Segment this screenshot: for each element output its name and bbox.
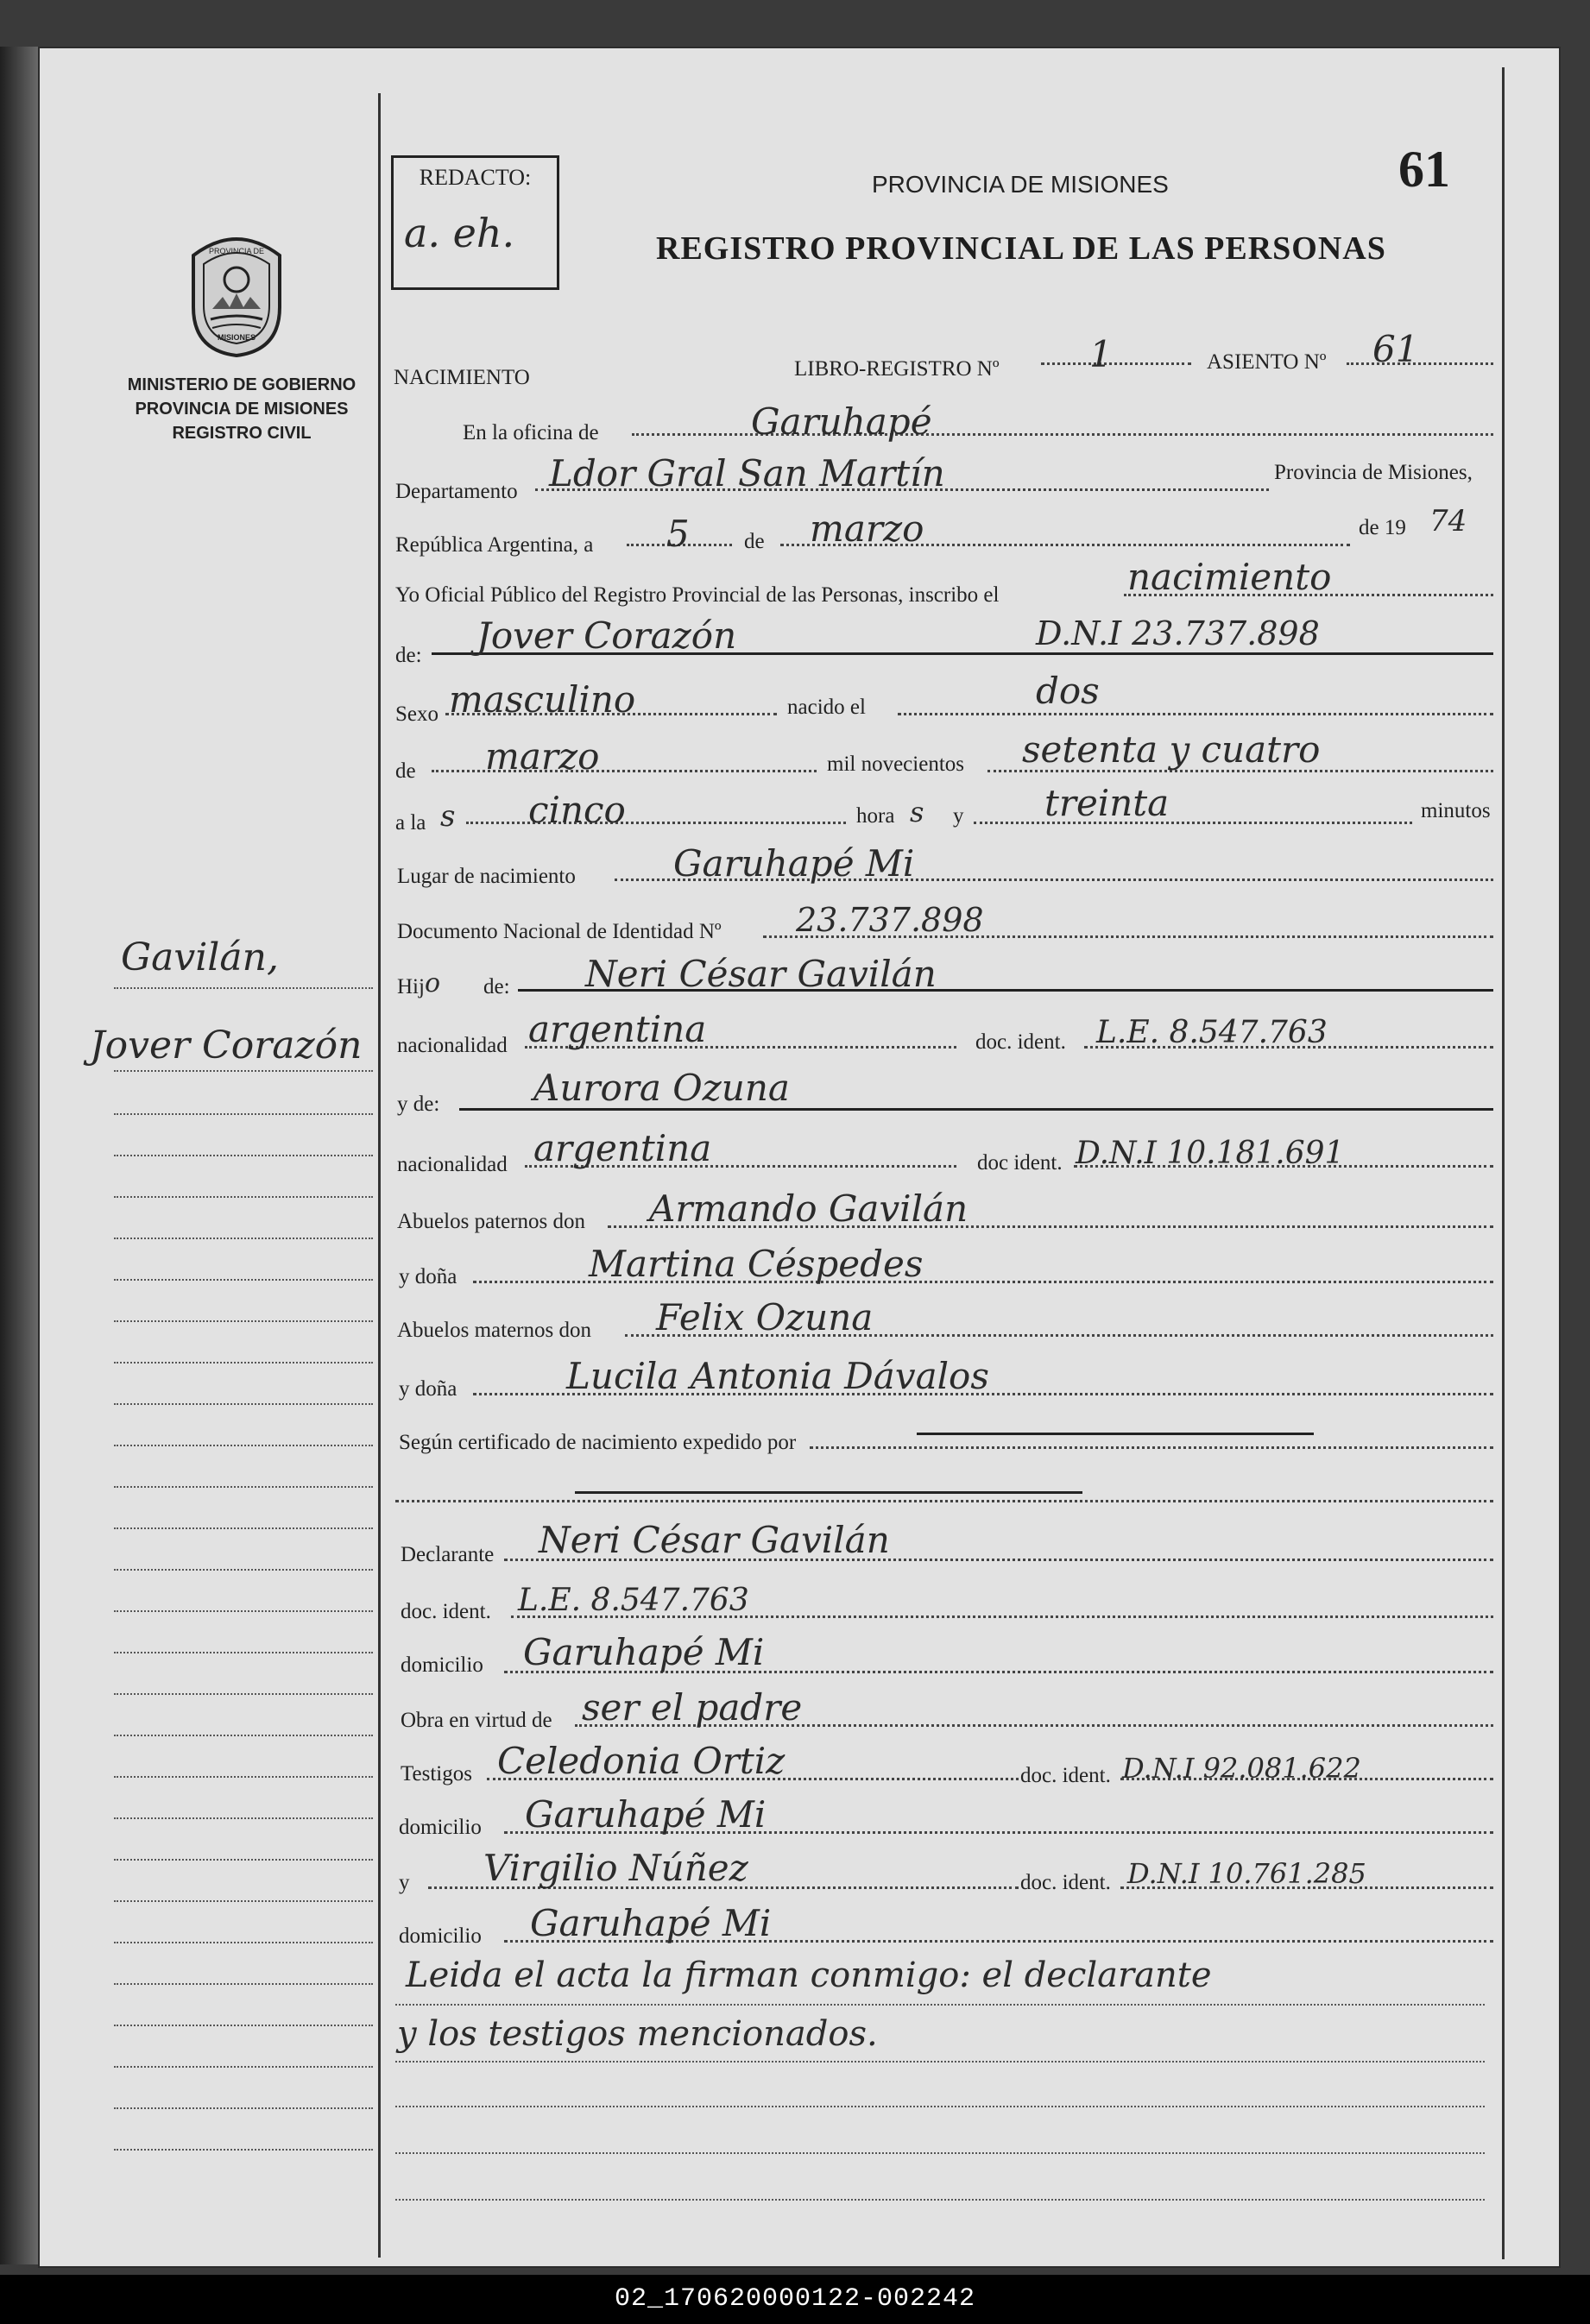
margin-line bbox=[114, 2149, 373, 2151]
abuelos-paternos-label: Abuelos paternos don bbox=[397, 1210, 586, 1233]
margin-line bbox=[114, 1196, 373, 1198]
province-header: PROVINCIA DE MISIONES bbox=[872, 171, 1169, 198]
margin-given-names: Jover Corazón bbox=[90, 1023, 363, 1068]
anio-label: de 19 bbox=[1359, 516, 1406, 539]
note-line bbox=[395, 2106, 1485, 2107]
redacto-box bbox=[391, 155, 559, 290]
right-margin-rule bbox=[1502, 67, 1505, 2259]
closing-line-1: Leida el acta la firman conmigo: el declarante bbox=[406, 1956, 1212, 1995]
abuelo-paterno-value: Armando Gavilán bbox=[649, 1187, 969, 1230]
nacido-dia-dotted-line bbox=[898, 713, 1493, 715]
ministry-line2: PROVINCIA DE MISIONES bbox=[135, 400, 349, 419]
nacido-label: nacido el bbox=[787, 696, 866, 719]
libro-value: 1 bbox=[1089, 333, 1113, 375]
ministry-line1: MINISTERIO DE GOBIERNO bbox=[127, 375, 356, 394]
minutos-label: minutos bbox=[1421, 799, 1491, 822]
closing-line-2: y los testigos mencionados. bbox=[397, 2014, 878, 2054]
libro-label: LIBRO-REGISTRO Nº bbox=[794, 357, 1000, 381]
margin-line bbox=[114, 1486, 373, 1488]
margin-line bbox=[114, 987, 373, 989]
madre-nacionalidad-value: argentina bbox=[533, 1127, 712, 1169]
margin-line bbox=[114, 1942, 373, 1943]
testigo1-domicilio-label: domicilio bbox=[399, 1816, 482, 1839]
testigo1-domicilio-value: Garuhapé Mi bbox=[525, 1793, 767, 1836]
y-minutos-label: y bbox=[953, 804, 964, 828]
redacto-label: REDACTO: bbox=[419, 165, 532, 190]
padre-doc-value: L.E. 8.547.763 bbox=[1096, 1015, 1328, 1050]
note-line bbox=[395, 2152, 1485, 2154]
sexo-label: Sexo bbox=[395, 702, 439, 726]
margin-line bbox=[114, 1362, 373, 1364]
testigo1-doc-label: doc. ident. bbox=[1020, 1764, 1111, 1787]
lugar-value: Garuhapé Mi bbox=[673, 842, 915, 885]
note-line bbox=[395, 2004, 1485, 2006]
declarante-doc-label: doc. ident. bbox=[401, 1600, 491, 1623]
margin-line bbox=[114, 1652, 373, 1653]
testigo2-domicilio-label: domicilio bbox=[399, 1924, 482, 1948]
margin-line bbox=[114, 1070, 373, 1072]
certificado-strike-line-2 bbox=[575, 1491, 1082, 1494]
note-line bbox=[395, 2061, 1485, 2063]
y-de-label: y de: bbox=[397, 1093, 440, 1116]
testigos-label: Testigos bbox=[401, 1762, 472, 1786]
margin-line bbox=[114, 2107, 373, 2109]
margin-line bbox=[114, 2025, 373, 2026]
nacido-anio-value: setenta y cuatro bbox=[1022, 728, 1321, 771]
departamento-value: Ldor Gral San Martín bbox=[549, 452, 945, 494]
margin-line bbox=[114, 1155, 373, 1156]
note-line bbox=[395, 2199, 1485, 2201]
margin-line bbox=[114, 1113, 373, 1115]
testigo2-doc-value: D.N.I 10.761.285 bbox=[1127, 1857, 1366, 1890]
obra-value: ser el padre bbox=[582, 1686, 803, 1729]
page-left-shadow bbox=[0, 47, 38, 2264]
certificado-label: Según certificado de nacimiento expedido por bbox=[399, 1431, 797, 1454]
persona-dni-value: D.N.I 23.737.898 bbox=[1036, 614, 1320, 652]
margin-line bbox=[114, 1403, 373, 1405]
margin-line bbox=[114, 1320, 373, 1322]
margin-line bbox=[114, 1900, 373, 1902]
dia-value: 5 bbox=[666, 513, 690, 555]
persona-value: Jover Corazón bbox=[476, 614, 737, 657]
y-dona-paterna-label: y doña bbox=[399, 1265, 457, 1288]
abuela-paterna-value: Martina Céspedes bbox=[589, 1243, 924, 1285]
asiento-label: ASIENTO Nº bbox=[1207, 350, 1327, 374]
certificado-dotted-line bbox=[810, 1446, 1493, 1449]
margin-line bbox=[114, 1610, 373, 1612]
departamento-label: Departamento bbox=[395, 480, 518, 503]
de-mes-label: de bbox=[395, 759, 416, 783]
registry-title: REGISTRO PROVINCIAL DE LAS PERSONAS bbox=[656, 230, 1386, 267]
margin-line bbox=[114, 1735, 373, 1736]
minutos-dotted-line bbox=[974, 822, 1412, 824]
asiento-dotted-line bbox=[1347, 362, 1493, 365]
testigo2-value: Virgilio Núñez bbox=[483, 1847, 748, 1889]
padre-doc-label: doc. ident. bbox=[975, 1030, 1066, 1054]
margin-line bbox=[114, 2066, 373, 2068]
provincial-seal-icon bbox=[185, 230, 288, 359]
abuelo-materno-value: Felix Ozuna bbox=[656, 1296, 874, 1338]
oficina-value: Garuhapé bbox=[751, 400, 932, 443]
nacido-dia-value: dos bbox=[1036, 670, 1100, 712]
margin-line bbox=[114, 1817, 373, 1819]
anio-value: 74 bbox=[1429, 504, 1467, 538]
testigo1-value: Celedonia Ortiz bbox=[497, 1740, 786, 1782]
abuela-materna-value: Lucila Antonia Dávalos bbox=[566, 1355, 989, 1397]
margin-line bbox=[114, 1859, 373, 1861]
asiento-value: 61 bbox=[1372, 328, 1419, 370]
mes-value: marzo bbox=[810, 507, 924, 550]
horas-suffix: s bbox=[910, 796, 924, 828]
declarante-value: Neri César Gavilán bbox=[539, 1519, 890, 1561]
hora-dotted-line bbox=[466, 822, 846, 824]
horas-label: hora bbox=[856, 804, 895, 828]
ministry-line3: REGISTRO CIVIL bbox=[172, 424, 312, 443]
a-la-label: a la bbox=[395, 811, 426, 834]
seal-text-top: PROVINCIA DE bbox=[208, 247, 265, 255]
margin-line bbox=[114, 1445, 373, 1446]
nacimiento-heading: NACIMIENTO bbox=[394, 366, 530, 389]
testigo2-domicilio-value: Garuhapé Mi bbox=[530, 1902, 772, 1944]
madre-doc-value: D.N.I 10.181.691 bbox=[1076, 1136, 1345, 1171]
ministry-heading bbox=[112, 373, 371, 445]
declarante-label: Declarante bbox=[401, 1543, 495, 1566]
padre-value: Neri César Gavilán bbox=[585, 953, 937, 995]
minutos-value: treinta bbox=[1044, 782, 1170, 824]
seal-text-bottom: MISIONES bbox=[217, 333, 256, 342]
madre-nacionalidad-label: nacionalidad bbox=[397, 1153, 508, 1176]
margin-line bbox=[114, 1238, 373, 1239]
y-dona-materna-label: y doña bbox=[399, 1377, 457, 1401]
certificado-strike-line bbox=[917, 1433, 1314, 1435]
hijo-de-label: de: bbox=[483, 975, 510, 998]
oficina-label: En la oficina de bbox=[463, 421, 599, 444]
hijo-label: Hij bbox=[397, 975, 425, 998]
left-margin-rule bbox=[378, 93, 381, 2258]
testigo2-doc-label: doc. ident. bbox=[1020, 1871, 1111, 1894]
declarante-domicilio-value: Garuhapé Mi bbox=[523, 1631, 765, 1673]
hora-value: cinco bbox=[528, 789, 626, 831]
declarante-doc-value: L.E. 8.547.763 bbox=[518, 1583, 749, 1618]
nacido-mes-value: marzo bbox=[485, 735, 600, 778]
archive-code-footer: 02_170620000122-002242 bbox=[0, 2275, 1590, 2324]
testigo1-doc-value: D.N.I 92.081.622 bbox=[1122, 1752, 1361, 1785]
padre-nacionalidad-value: argentina bbox=[528, 1008, 707, 1050]
margin-line bbox=[114, 1569, 373, 1571]
margin-line bbox=[114, 1776, 373, 1778]
dni-label: Documento Nacional de Identidad Nº bbox=[397, 920, 722, 943]
declarante-domicilio-label: domicilio bbox=[401, 1653, 483, 1677]
obra-label: Obra en virtud de bbox=[401, 1709, 552, 1732]
padre-nacionalidad-label: nacionalidad bbox=[397, 1034, 508, 1057]
de-persona-label: de: bbox=[395, 644, 422, 667]
dni-value: 23.737.898 bbox=[796, 901, 984, 939]
hijo-suffix: o bbox=[425, 968, 441, 998]
libro-dotted-line bbox=[1041, 362, 1191, 365]
madre-value: Aurora Ozuna bbox=[533, 1067, 790, 1109]
inscribo-value: nacimiento bbox=[1127, 556, 1332, 598]
a-la-value: s bbox=[440, 799, 456, 834]
margin-surname: Gavilán, bbox=[121, 935, 279, 979]
margin-line bbox=[114, 1527, 373, 1529]
sexo-value: masculino bbox=[449, 678, 636, 721]
provincia-label: Provincia de Misiones, bbox=[1274, 461, 1473, 484]
margin-line bbox=[114, 1693, 373, 1695]
certificado-dotted-line-2 bbox=[395, 1500, 1493, 1502]
margin-line bbox=[114, 1279, 373, 1281]
de-label: de bbox=[744, 530, 765, 553]
abuelos-maternos-label: Abuelos maternos don bbox=[397, 1319, 591, 1342]
margin-line bbox=[114, 1983, 373, 1985]
redacto-initials: a. eh. bbox=[404, 210, 515, 256]
madre-doc-label: doc ident. bbox=[977, 1151, 1063, 1175]
republica-label: República Argentina, a bbox=[395, 533, 594, 557]
mil-novecientos-label: mil novecientos bbox=[827, 753, 964, 776]
page-number: 61 bbox=[1398, 141, 1450, 198]
lugar-label: Lugar de nacimiento bbox=[397, 865, 576, 888]
oficial-label: Yo Oficial Público del Registro Provincial de las Personas, inscribo el bbox=[395, 583, 1000, 607]
testigo2-y-label: y bbox=[399, 1871, 410, 1894]
